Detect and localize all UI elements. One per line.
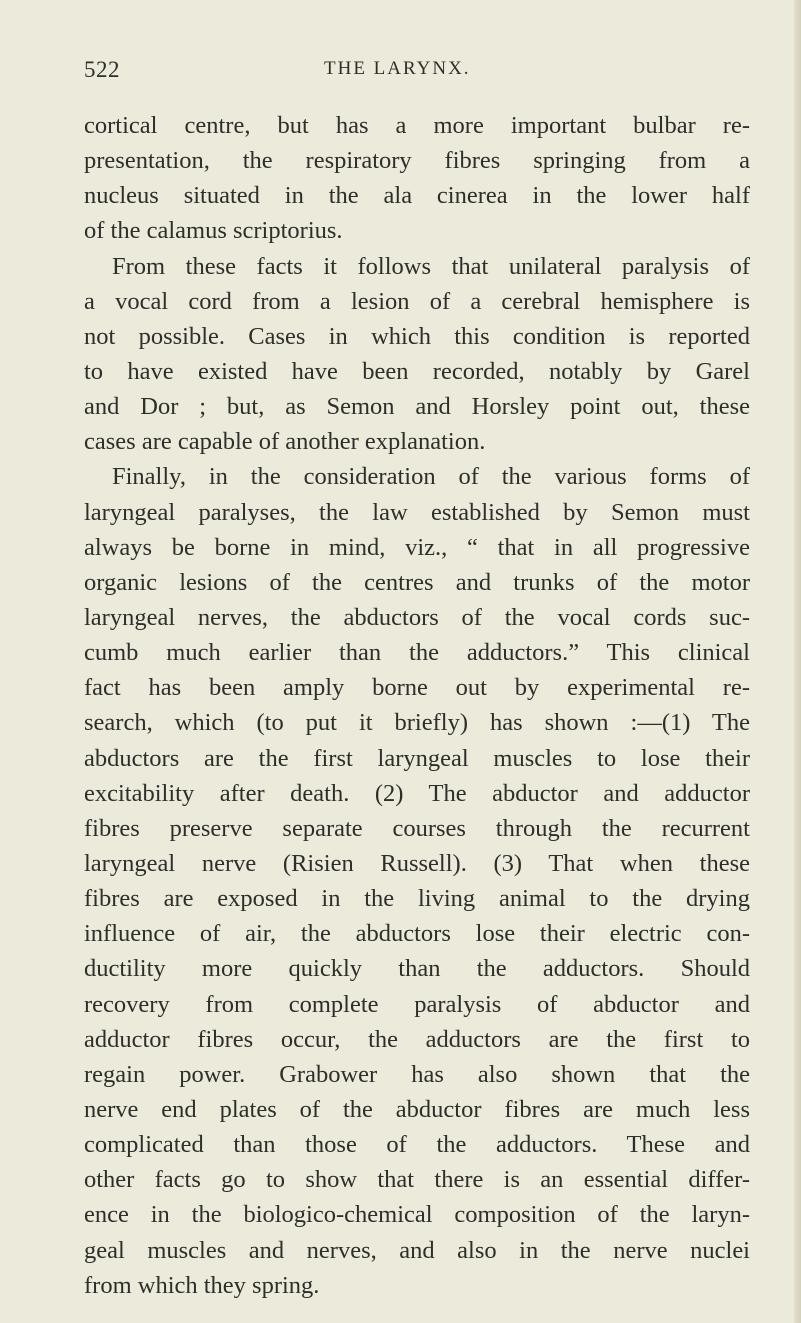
text-line: and Dor ; but, as Semon and Horsley point out, these (84, 393, 750, 421)
text-line: adductor fibres occur, the adductors are the first to (84, 1025, 750, 1053)
text-line: geal muscles and nerves, and also in the nerve nuclei (84, 1236, 750, 1264)
page-edge (794, 0, 801, 1323)
text-line: to have existed have been recorded, notably by Garel (84, 357, 750, 385)
text-line: From these facts it follows that unilateral paralysis of (112, 252, 750, 280)
text-line: not possible. Cases in which this condition is reported (84, 322, 750, 350)
text-line: laryngeal nerves, the abductors of the vocal cords suc- (84, 603, 750, 631)
page-number: 522 (84, 57, 120, 82)
text-line: nerve end plates of the abductor fibres are much less (84, 1095, 750, 1123)
text-line: from which they spring. (84, 1271, 320, 1299)
text-line: ductility more quickly than the adductors. Should (84, 955, 750, 983)
page-header (84, 57, 749, 87)
text-line: influence of air, the abductors lose their electric con- (84, 920, 750, 948)
text-line: presentation, the respiratory fibres springing from a (84, 147, 750, 175)
text-line: of the calamus scriptorius. (84, 217, 343, 245)
text-line: laryngeal paralyses, the law established by Semon must (84, 498, 750, 526)
text-line: abductors are the first laryngeal muscles to lose their (84, 744, 750, 772)
text-line: laryngeal nerve (Risien Russell). (3) That when these (84, 849, 750, 877)
text-line: nucleus situated in the ala cinerea in the lower half (84, 182, 750, 210)
text-line: Finally, in the consideration of the various forms of (112, 463, 750, 491)
text-line: cortical centre, but has a more important bulbar re- (84, 112, 750, 139)
text-line: cases are capable of another explanation. (84, 428, 486, 456)
text-line: cumb much earlier than the adductors.” This clinical (84, 639, 750, 667)
text-line: always be borne in mind, viz., “ that in all progressive (84, 533, 750, 561)
text-line: fibres preserve separate courses through the recurrent (84, 814, 750, 842)
running-head: THE LARYNX. (324, 58, 471, 79)
text-line: fact has been amply borne out by experimental re- (84, 674, 750, 702)
text-line: excitability after death. (2) The abductor and adductor (84, 779, 750, 807)
text-line: ence in the biologico-chemical composition of the laryn- (84, 1201, 750, 1229)
text-line: search, which (to put it briefly) has shown :—(1) The (84, 709, 750, 737)
text-line: organic lesions of the centres and trunks of the motor (84, 568, 750, 596)
text-line: recovery from complete paralysis of abductor and (84, 990, 750, 1018)
body-text (84, 108, 750, 1303)
text-line: complicated than those of the adductors. These and (84, 1131, 750, 1159)
text-line: regain power. Grabower has also shown that the (84, 1060, 750, 1088)
text-line: a vocal cord from a lesion of a cerebral hemisphere is (84, 287, 750, 315)
text-line: other facts go to show that there is an essential differ- (84, 1166, 750, 1194)
text-line: fibres are exposed in the living animal to the drying (84, 885, 750, 913)
